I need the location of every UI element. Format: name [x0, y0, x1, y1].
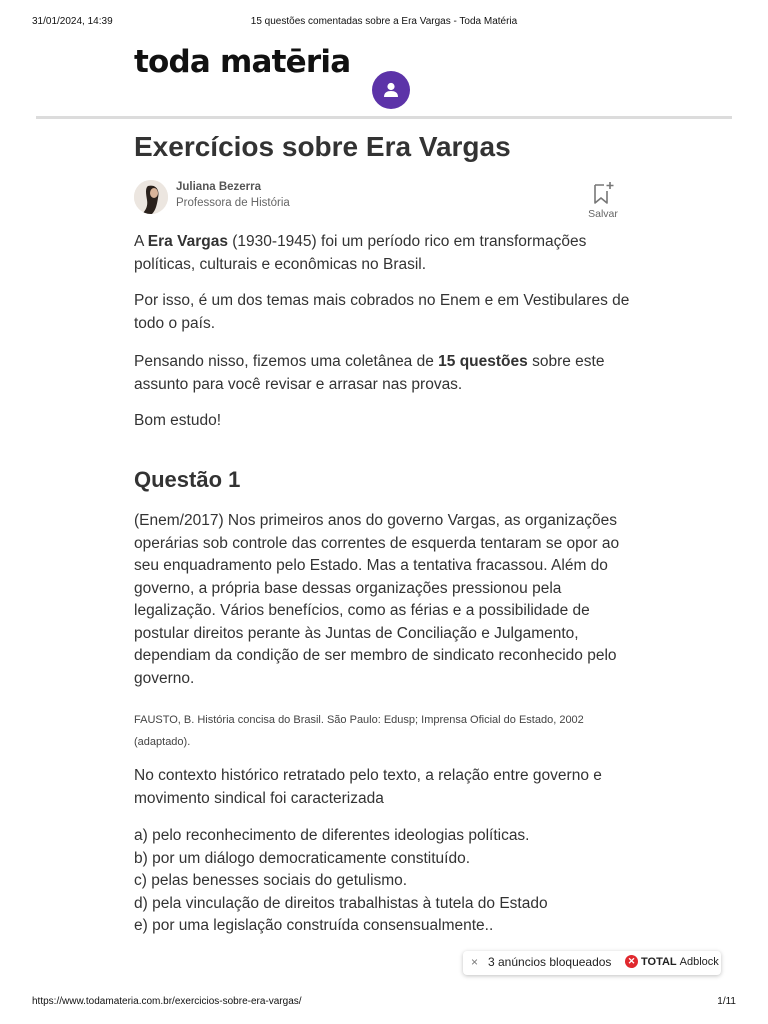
question-1-source: FAUSTO, B. História concisa do Brasil. São Paulo: Edusp; Imprensa Oficial do Estado, 2002 (adaptado). — [134, 714, 584, 748]
user-icon — [382, 81, 400, 99]
option-b: b) por um diálogo democraticamente constituído. — [134, 849, 471, 867]
option-e: e) por uma legislação construída consensualmente.. — [134, 917, 494, 934]
print-footer — [32, 996, 736, 1010]
author-role: Professora de História — [176, 197, 290, 209]
print-page-title: 15 questões comentadas sobre a Era Vargas - Toda Matéria — [250, 16, 518, 27]
era-vargas-bold: Era Vargas — [147, 233, 228, 250]
intro-paragraph-2: Por isso, é um dos temas mais cobrados no Enem e em Vestibulares de todo o país. — [134, 292, 630, 332]
close-icon[interactable]: × — [471, 955, 479, 969]
author-name[interactable]: Juliana Bezerra — [176, 181, 262, 193]
article-title: Exercícios sobre Era Vargas — [134, 131, 511, 162]
print-page-number: 1/11 — [717, 996, 736, 1007]
question-1-prompt: No contexto histórico retratado pelo texto, a relação entre governo e movimento sindical foi caracterizada — [134, 767, 602, 807]
intro-paragraph-3: Pensando nisso, fizemos uma coletânea de 15 questões sobre este assunto para você revisar e arrasar nas provas. — [134, 353, 605, 393]
save-label: Salvar — [588, 208, 618, 220]
questions-count-bold: 15 questões — [438, 353, 528, 370]
adblock-brand-rest: Adblock — [679, 955, 719, 968]
print-url: https://www.todamateria.com.br/exercicios-sobre-era-vargas/ — [32, 996, 302, 1007]
adblock-toast — [463, 951, 721, 975]
user-account-button[interactable] — [372, 71, 410, 109]
save-button[interactable] — [583, 180, 623, 222]
print-header — [32, 16, 736, 30]
intro-paragraph-1: A Era Vargas (1930-1945) foi um período rico em transformações políticas, culturais e econômicas no Brasil. — [134, 233, 587, 273]
question-1-text: (Enem/2017) Nos primeiros anos do governo Vargas, as organizações operárias sob controle das correntes de esquerda tentaram se opor ao seu enquadramento pelo Estado. Mas a tentativa fracassou. Além do governo, a própria base dessas organizações pressionou pela legalização. Vários benefícios, como as férias e a possibilidade de postular direitos perante às Juntas de Conciliação e Julgamento, dependiam da condição de ser membro de sindicato reconhecido pelo governo. — [134, 512, 620, 687]
option-d: d) pela vinculação de direitos trabalhistas à tutela do Estado — [134, 894, 548, 912]
question-1-title: Questão 1 — [134, 467, 241, 492]
option-c: c) pelas benesses sociais do getulismo. — [134, 872, 408, 889]
blocked-ads-count: 3 anúncios bloqueados — [488, 955, 612, 969]
author-avatar — [134, 180, 168, 214]
intro-paragraph-4: Bom estudo! — [134, 412, 222, 429]
adblock-brand[interactable] — [625, 955, 719, 968]
site-logo[interactable]: toda matēria — [134, 44, 351, 80]
header-divider — [36, 116, 732, 119]
bookmark-add-icon — [590, 180, 616, 206]
question-1-options — [134, 825, 634, 938]
option-a: a) pelo reconhecimento de diferentes ideologias políticas. — [134, 827, 530, 844]
author-photo — [134, 180, 168, 214]
adblock-brand-bold: TOTAL — [641, 955, 677, 968]
adblock-logo-icon: ✕ — [625, 955, 638, 968]
print-datetime: 31/01/2024, 14:39 — [32, 16, 113, 27]
